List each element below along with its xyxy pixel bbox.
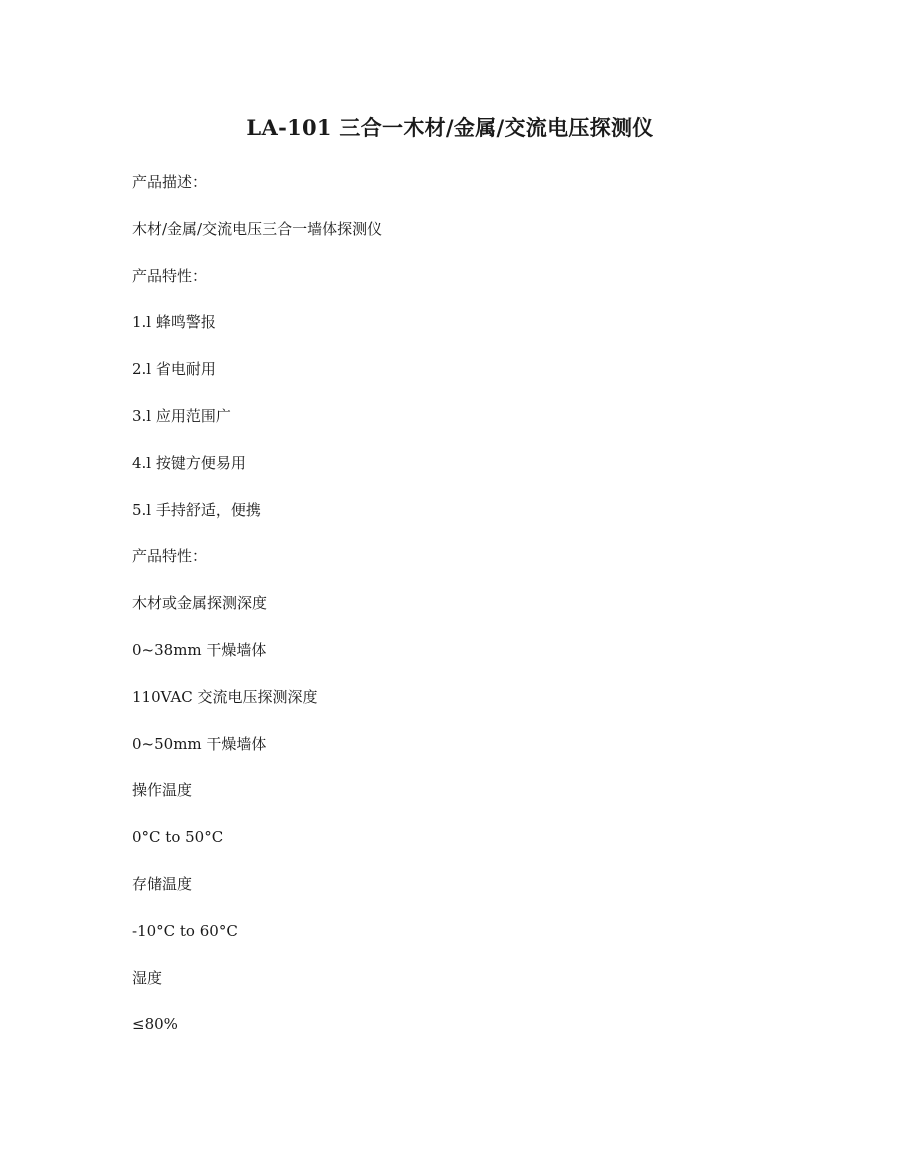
section-heading-description: 产品描述： — [132, 173, 208, 191]
spec-label: 操作温度 — [132, 781, 193, 800]
spec-label: 湿度 — [132, 968, 163, 987]
feature-item: 5.l 手持舒适，便携 — [132, 500, 261, 519]
description-text: 木材/金属/交流电压三合一墙体探测仪 — [132, 219, 383, 238]
spec-label: 存储温度 — [132, 874, 193, 893]
feature-item: 1.l 蜂鸣警报 — [132, 313, 216, 332]
document-title: LA-101 三合一木材/金属/交流电压探测仪 — [246, 115, 654, 140]
spec-value: 0~50mm 干燥墙体 — [132, 734, 267, 753]
section-heading-specs: 产品特性： — [132, 547, 208, 566]
spec-label: 木材或金属探测深度 — [132, 594, 268, 613]
section-heading-features: 产品特性： — [132, 266, 208, 285]
spec-label: 110VAC 交流电压探测深度 — [132, 687, 318, 706]
feature-item: 3.l 应用范围广 — [132, 406, 231, 425]
spec-value: -10°C to 60°C — [132, 921, 238, 940]
spec-value: 0°C to 50°C — [132, 828, 224, 847]
feature-item: 4.l 按键方便易用 — [132, 453, 246, 472]
spec-value: ≤80% — [132, 1015, 178, 1034]
feature-item: 2.l 省电耐用 — [132, 360, 216, 379]
document-body — [132, 170, 382, 1059]
spec-value: 0~38mm 干燥墙体 — [132, 640, 267, 659]
